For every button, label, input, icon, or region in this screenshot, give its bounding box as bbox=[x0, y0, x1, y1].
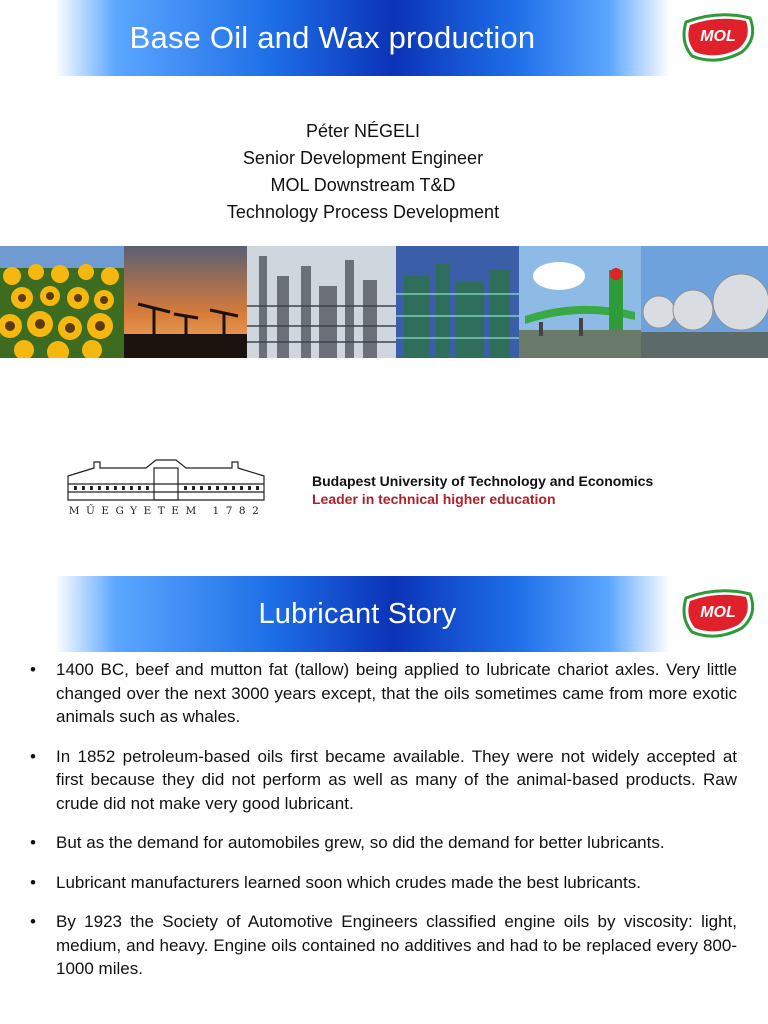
mol-logo bbox=[680, 12, 756, 62]
list-item bbox=[30, 871, 737, 895]
oil-pumps-photo bbox=[124, 246, 247, 358]
mol-logo bbox=[680, 588, 756, 638]
list-item bbox=[30, 745, 737, 816]
mol-logo-text: MOL bbox=[700, 28, 736, 45]
list-item bbox=[30, 910, 737, 981]
bullet-dot: • bbox=[30, 660, 36, 679]
list-item bbox=[30, 831, 737, 855]
sunflowers-photo bbox=[0, 246, 124, 358]
author-block bbox=[0, 118, 726, 226]
author-org: MOL Downstream T&D bbox=[270, 175, 456, 195]
slide2-title-banner bbox=[55, 576, 670, 652]
mol-logo-text: MOL bbox=[700, 604, 736, 621]
university-block bbox=[312, 472, 653, 508]
bullet-dot: • bbox=[30, 746, 36, 766]
university-tagline: Leader in technical higher education bbox=[312, 491, 556, 507]
university-name: Budapest University of Technology and Economics bbox=[312, 473, 654, 489]
bullet-dot: • bbox=[30, 833, 36, 852]
bullet-dot: • bbox=[30, 912, 36, 931]
list-item bbox=[30, 658, 737, 729]
plant-photo bbox=[396, 246, 519, 358]
bullet-text: But as the demand for automobiles grew, so did the demand for better lubricants. bbox=[56, 833, 665, 852]
bullet-dot: • bbox=[30, 872, 36, 892]
seal-text: MŰEGYETEM 1782 bbox=[68, 505, 266, 517]
bullet-text: By 1923 the Society of Automotive Engineers classified engine oils by viscosity: light, medium, and heavy. Engine oils contained no additives and had to be replaced every 800-1000 miles. bbox=[56, 912, 737, 978]
author-role: Senior Development Engineer bbox=[242, 148, 484, 168]
slide1-title-banner bbox=[55, 0, 670, 76]
author-dept: Technology Process Development bbox=[226, 202, 500, 222]
bullet-text: Lubricant manufacturers learned soon which crudes made the best lubricants. bbox=[56, 872, 641, 892]
storage-spheres-photo bbox=[641, 246, 768, 358]
slide1-title: Base Oil and Wax production bbox=[129, 20, 536, 55]
university-seal bbox=[66, 458, 268, 518]
bullet-text: In 1852 petroleum-based oils first became available. They were not widely accepted at first because they did not perform as well as many of the animal-based products. Raw crude did not make very good lubricant. bbox=[56, 746, 737, 813]
bullet-list bbox=[30, 658, 737, 997]
bullet-text: 1400 BC, beef and mutton fat (tallow) being applied to lubricate chariot axles. Very little changed over the next 3000 years except, that the oils sometimes came from more exotic animals such as whales. bbox=[56, 660, 737, 726]
author-name: Péter NÉGELI bbox=[305, 121, 421, 141]
refinery-photo bbox=[247, 246, 396, 358]
slide2-title: Lubricant Story bbox=[258, 597, 457, 630]
mol-station-photo bbox=[519, 246, 641, 358]
photo-strip bbox=[0, 246, 768, 358]
